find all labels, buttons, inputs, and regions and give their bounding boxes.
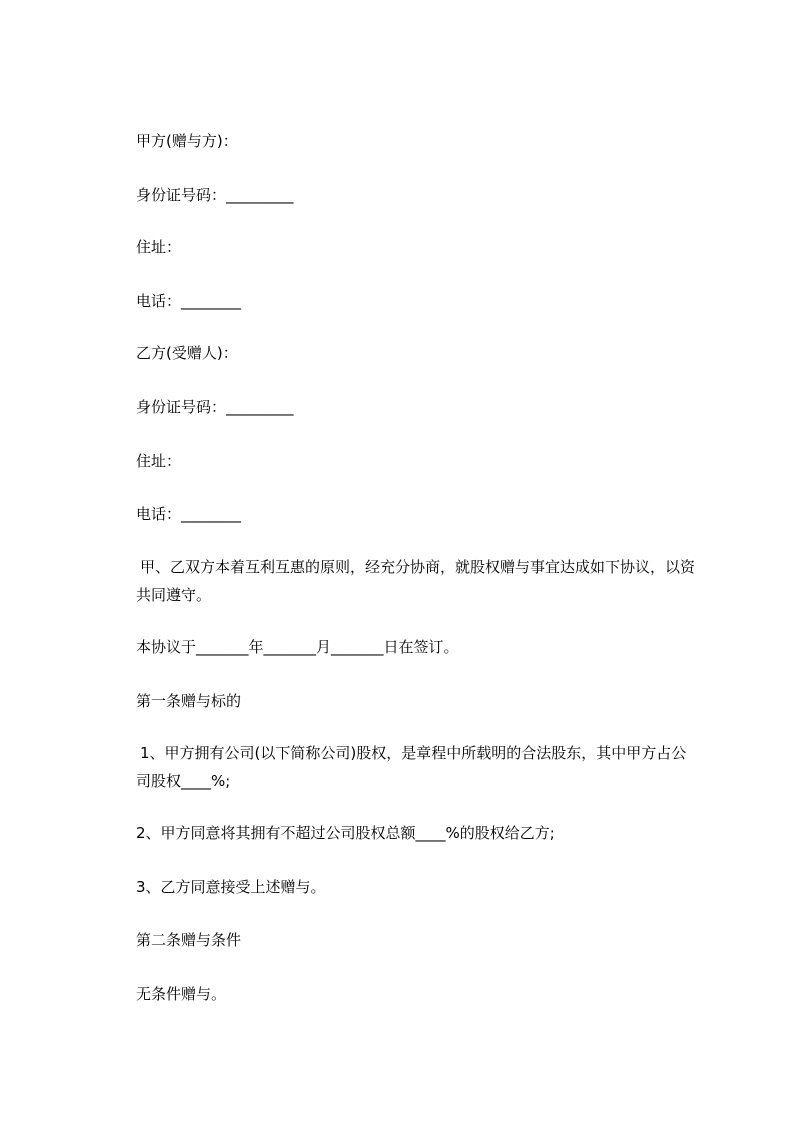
party-a-phone: 电话：________ — [136, 292, 242, 310]
article-1-title: 第一条赠与标的 — [136, 692, 242, 710]
party-b-id-number: 身份证号码：_________ — [136, 398, 294, 416]
party-b-phone: 电话：________ — [136, 505, 242, 523]
article-1-item-1: 1、甲方拥有公司(以下简称公司)股权，是章程中所载明的合法股东，其中甲方占公司股权____%; — [136, 744, 687, 790]
article-1-item-2: 2、甲方同意将其拥有不超过公司股权总额____%的股权给乙方; — [136, 824, 555, 842]
party-a-address: 住址： — [136, 238, 182, 256]
party-a-id-number: 身份证号码：_________ — [136, 186, 294, 204]
signing-date: 本协议于_______年_______月_______日在签订。 — [136, 638, 459, 656]
article-2-title: 第二条赠与条件 — [136, 931, 242, 949]
party-b-header: 乙方(受赠人)： — [136, 344, 238, 362]
article-2-body: 无条件赠与。 — [136, 985, 227, 1003]
article-1-item-3: 3、乙方同意接受上述赠与。 — [136, 878, 326, 896]
party-a-header: 甲方(赠与方)： — [136, 132, 238, 150]
party-b-address: 住址： — [136, 452, 182, 470]
preamble-paragraph: 甲、乙双方本着互利互惠的原则，经充分协商，就股权赠与事宜达成如下协议，以资共同遵守。 — [136, 558, 696, 604]
